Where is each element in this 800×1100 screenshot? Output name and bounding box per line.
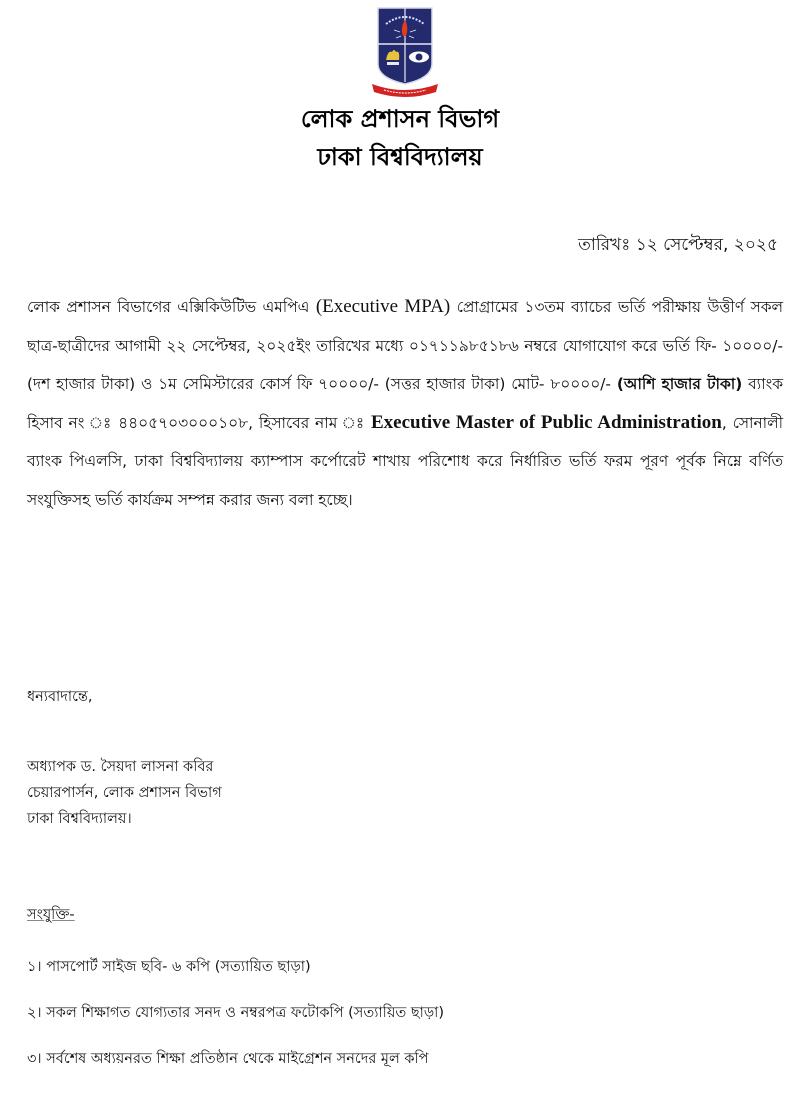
- attachment-item: ২। সকল শিক্ষাগত যোগ্যতার সনদ ও নম্বরপত্র ফটোকপি (সত্যায়িত ছাড়া): [27, 1005, 445, 1021]
- letter-date: তারিখঃ ১২ সেপ্টেম্বর, ২০২৫: [578, 235, 778, 255]
- attachment-item: ৩। সর্বশেষ অধ্যয়নরত শিক্ষা প্রতিষ্ঠান থেকে মাইগ্রেশন সনদের মূল কপি: [27, 1051, 429, 1067]
- total-amount-words: (আশি হাজার টাকা): [616, 375, 743, 393]
- signatory-university: ঢাকা বিশ্ববিদ্যালয়।: [27, 811, 132, 827]
- signatory-name: অধ্যাপক ড. সৈয়দা লাসনা কবির: [27, 759, 214, 775]
- lotus-base: [387, 62, 399, 65]
- body-text-segment: প্রোগ্রামের ১৩তম ব্যাচের ভর্তি পরীক্ষায় উত্তীর্ণ সকল ছাত্র-ছাত্রীদের আগামী ২২ সেপ্টেম্বর, ২০২৫ইং তারিখের মধ্যে ০১৭১১৯৮৫১৮৬ নম্বরে যোগাযোগ করে ভর্তি ফি- ১০০০০/- (দশ হাজার টাকা) ও ১ম সেমিস্টারের কোর্স ফি ৭০০০০/- (সত্তর হাজার টাকা) মোট- ৮০০০০/-: [27, 298, 783, 393]
- ribbon: [372, 84, 438, 97]
- signature-block: [27, 754, 222, 832]
- program-name-english: (Executive MPA): [315, 296, 451, 317]
- crest-icon: [370, 6, 440, 98]
- department-title: লোক প্রশাসন বিভাগ: [300, 105, 500, 133]
- notice-body: [27, 288, 783, 519]
- body-text-segment: লোক প্রশাসন বিভাগের এক্সিকিউটিভ এমপিএ: [27, 298, 310, 316]
- attachment-item: ১। পাসপোর্ট সাইজ ছবি- ৬ কপি (সত্যায়িত ছাড়া): [27, 959, 311, 975]
- attachments-heading: সংযুক্তি-: [27, 907, 75, 923]
- university-title: ঢাকা বিশ্ববিদ্যালয়: [317, 143, 483, 171]
- signatory-title: চেয়ারপার্সন, লোক প্রশাসন বিভাগ: [27, 785, 222, 801]
- university-crest-logo: [370, 6, 440, 98]
- account-name-english: Executive Master of Public Administration: [371, 411, 722, 433]
- letterhead: [0, 100, 800, 176]
- body-text-segment: , সোনালী ব্যাংক পিএলসি, ঢাকা বিশ্ববিদ্যালয় ক্যাম্পাস কর্পোরেট শাখায় পরিশোধ করে নির্ধারিত ভর্তি ফরম পূরণ পূর্বক নিম্নে বর্ণিত সংযুক্তিসহ ভর্তি কার্যক্রম সম্পন্ন করার জন্য বলা হচ্ছে।: [27, 413, 783, 509]
- attachments-list: [27, 956, 767, 1094]
- bank-account-text: ব্যাংক হিসাব নং ঃ ৪৪০৫৭০৩০০০১০৮, হিসাবের নাম ঃ: [27, 375, 783, 432]
- closing-salutation: ধন্যবাদান্তে,: [27, 689, 93, 705]
